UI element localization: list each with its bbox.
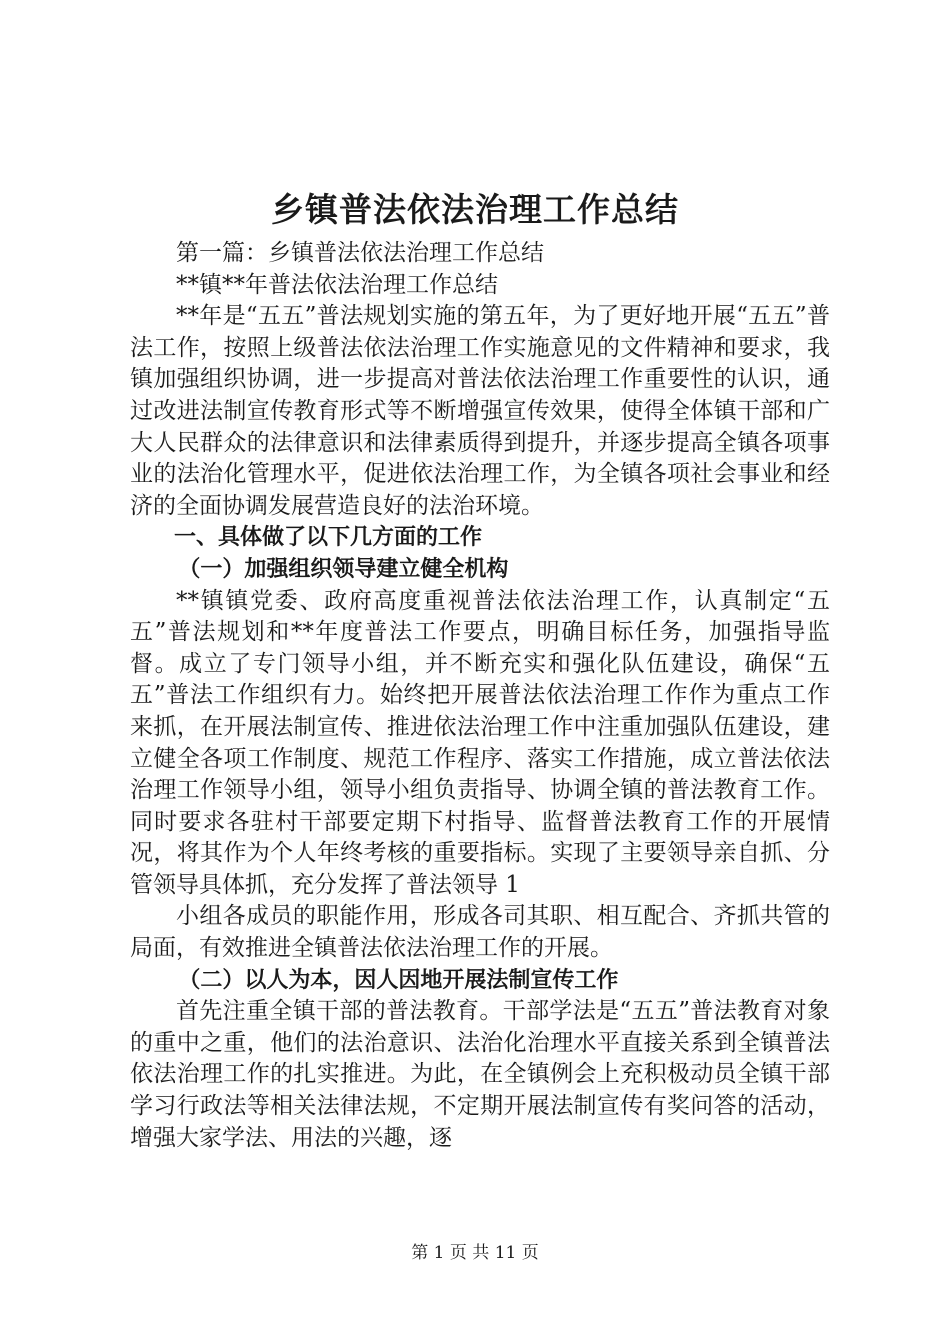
paragraph: **镇镇党委、政府高度重视普法依法治理工作，认真制定“五五”普法规划和**年度普法工作要点，明确目标任务，加强指导监督。成立了专门领导小组，并不断充实和强化队伍建设，确保“五五”普法工作组织有力。始终把开展普法依法治理工作作为重点工作来抓，在开展法制宣传、推进依法治理工作中注重加强队伍建设，建立健全各项工作制度、规范工作程序、落实工作措施，成立普法依法治理工作领导小组，领导小组负责指导、协调全镇的普法教育工作。同时要求各驻村干部要定期下村指导、监督普法教育工作的开展情况，将其作为个人年终考核的重要指标。实现了主要领导亲自抓、分管领导具体抓，充分发挥了普法领导 1 [130,587,830,898]
subsection-heading: （一）加强组织领导建立健全机构 [178,556,509,582]
subsection-heading: （二）以人为本，因人因地开展法制宣传工作 [178,967,619,993]
paragraph: **镇**年普法依法治理工作总结 [176,271,498,298]
document-title: 乡镇普法依法治理工作总结 [271,190,679,229]
paragraph: 首先注重全镇干部的普法教育。干部学法是“五五”普法教育对象的重中之重，他们的法治意识、法治化治理水平直接关系到全镇普法依法治理工作的扎实推进。为此，在全镇例会上充积极动员全镇干部学习行政法等相关法律法规，不定期开展法制宣传有奖问答的活动，增强大家学法、用法的兴趣，逐 [130,998,830,1151]
section-heading: 一、具体做了以下几方面的工作 [174,525,483,551]
paragraph: 小组各成员的职能作用，形成各司其职、相互配合、齐抓共管的局面，有效推进全镇普法依法治理工作的开展。 [130,903,830,962]
paragraph: **年是“五五”普法规划实施的第五年，为了更好地开展“五五”普法工作，按照上级普法依法治理工作实施意见的文件精神和要求，我镇加强组织协调，进一步提高对普法依法治理工作重要性的认识，通过改进法制宣传教育形式等不断增强宣传效果，使得全体镇干部和广大人民群众的法律意识和法律素质得到提升，并逐步提高全镇各项事业的法治化管理水平，促进依法治理工作，为全镇各项社会事业和经济的全面协调发展营造良好的法治环境。 [130,303,830,519]
page-number-footer: 第 1 页 共 11 页 [411,1243,539,1263]
document-body [130,238,830,1154]
paragraph: 第一篇：乡镇普法依法治理工作总结 [176,240,544,266]
